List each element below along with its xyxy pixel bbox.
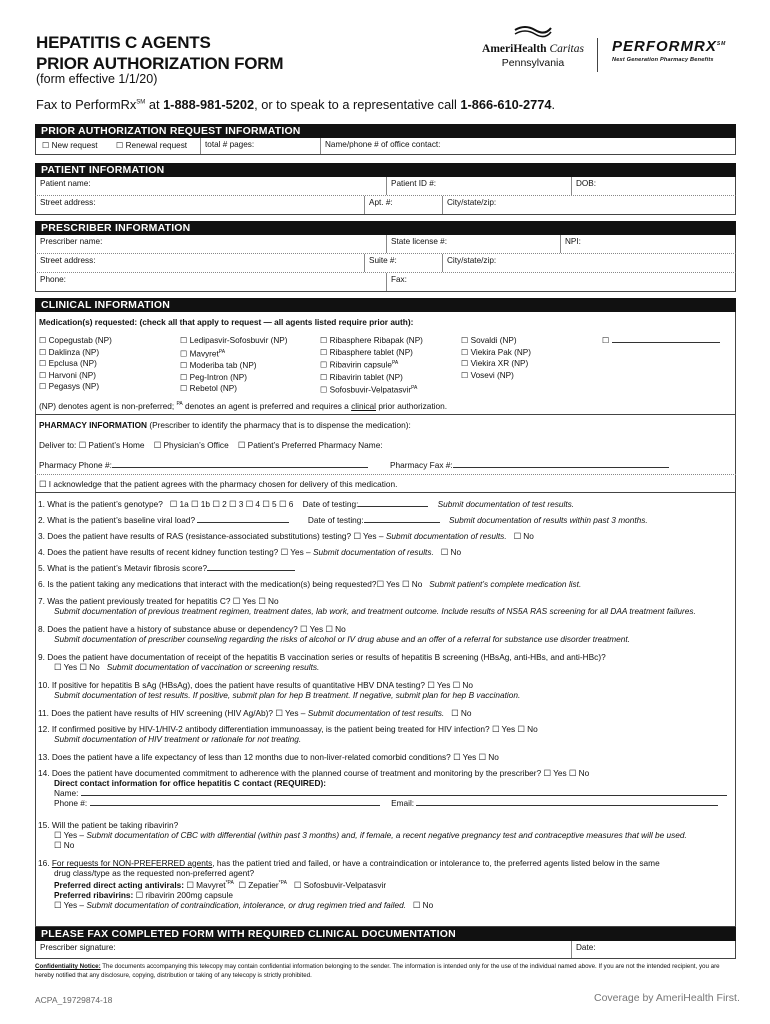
q11-yes[interactable]: 11. Does the patient have results of HIV screening (HIV Ag/Ab)? ☐ Yes –	[38, 708, 306, 718]
question-15: 15. Will the patient be taking ribavirin? ☐ Yes – Submit documentation of CBC with differential (within past 3 months) and, if female, a recent negative pregnancy test and contraceptive measures that will be used. ☐ No	[38, 820, 728, 850]
med-vosevi[interactable]: ☐ Vosevi (NP)	[461, 370, 514, 380]
q4-no[interactable]: ☐ No	[440, 547, 462, 557]
viral-load-field[interactable]	[197, 522, 289, 523]
divider-1	[35, 414, 736, 415]
divider-3	[35, 492, 736, 493]
question-1: 1. What is the patient’s genotype? ☐ 1a ☐ 1b ☐ 2 ☐ 3 ☐ 4 ☐ 5 ☐ 6 Date of testing: Submit documentation of test results.	[38, 499, 575, 509]
q14-name-field[interactable]: Name:	[38, 788, 728, 798]
prescriber-row-2	[35, 254, 736, 273]
logo-divider	[597, 38, 598, 72]
med-sovaldi[interactable]: ☐ Sovaldi (NP)	[461, 336, 517, 345]
med-ribavirin-capsule[interactable]: ☐ Ribavirin capsule$^{PA}$	[320, 360, 399, 370]
section-clinical: CLINICAL INFORMATION	[35, 298, 736, 312]
q16-ribavirin[interactable]: ☐ ribavirin 200mg capsule	[135, 889, 234, 900]
med-copegustab[interactable]: ☐ Copegustab (NP)	[39, 336, 112, 345]
prescriber-phone-field[interactable]: Phone:	[40, 275, 66, 284]
office-contact-field[interactable]: Name/phone # of office contact:	[320, 138, 444, 154]
new-request-checkbox[interactable]: ☐ New request	[42, 141, 98, 150]
meds-heading: Medication(s) requested: (check all that apply to request — all agents listed require prior auth):	[39, 317, 414, 327]
q10-options[interactable]: 10. If positive for hepatitis B sAg (HBsAg), does the patient have results of quantitative HBV DNA testing? ☐ Yes ☐ No	[38, 680, 474, 690]
coverage-tagline: Coverage by AmeriHealth First.	[594, 992, 740, 1004]
q14-options[interactable]: 14. Does the patient have documented commitment to adherence with the planned course of treatment and monitoring by the prescriber? ☐ Yes ☐ No	[38, 768, 590, 778]
med-epclusa[interactable]: ☐ Epclusa (NP)	[39, 359, 97, 369]
q14-email-field[interactable]: Email:	[391, 798, 718, 808]
section-pa-request: PRIOR AUTHORIZATION REQUEST INFORMATION	[35, 124, 736, 138]
title-line-1: HEPATITIS C AGENTS	[36, 33, 211, 52]
divider-2	[35, 474, 736, 475]
pharmacy-fax-field[interactable]: Pharmacy Fax #:	[390, 460, 669, 470]
form-title	[36, 32, 283, 74]
form-code: ACPA_19729874-18	[35, 995, 113, 1005]
question-8: 8. Does the patient have a history of substance abuse or dependency? ☐ Yes ☐ No Submit documentation of prescriber counseling regarding the risks of alcohol or IV drug abuse and an offer of a referral for substance use disorder treatment.	[38, 624, 728, 644]
med-ledipasvir-sofosbuvir[interactable]: ☐ Ledipasvir-Sofosbuvir (NP)	[180, 336, 288, 345]
prescriber-street-field[interactable]: Street address:	[40, 256, 96, 265]
pa-request-row	[35, 138, 736, 155]
deliver-to-label: Deliver to:	[39, 440, 77, 450]
patient-row-1	[35, 177, 736, 196]
question-6: 6. Is the patient taking any medications that interact with the medication(s) being requested?☐ Yes ☐ No Submit patient’s complete medication list.	[38, 579, 582, 589]
prescriber-row-3	[35, 273, 736, 292]
question-5: 5. What is the patient’s Metavir fibrosis score?	[38, 563, 728, 573]
performrx-logo	[612, 38, 740, 63]
q9-options[interactable]: ☐ Yes ☐ No	[54, 662, 100, 672]
prescriber-city-field[interactable]: City/state/zip:	[442, 254, 500, 272]
meds-col-4	[461, 335, 531, 381]
logo-name-b: Caritas	[549, 43, 584, 55]
prescriber-row-1	[35, 235, 736, 254]
q1-date-field[interactable]	[358, 506, 428, 507]
confidentiality-notice: Confidentiality Notice: The documents accompanying this telecopy may contain confidential information belonging to the sender. The information is intended only for the use of the individual named above. If you are not the intended recipient, you are hereby notified that any disclosure, copying, distribution or taking of any telecopy is strictly prohibited.	[35, 963, 720, 979]
q7-options[interactable]: 7. Was the patient previously treated for hepatitis C? ☐ Yes ☐ No	[38, 596, 279, 606]
fax-instructions: Fax to PerformRx℠ at 1-888-981-5202, or to speak to a representative call 1-866-610-2774.	[36, 97, 556, 112]
question-14: 14. Does the patient have documented commitment to adherence with the planned course of treatment and monitoring by the prescriber? ☐ Yes ☐ No Direct contact information for office hepatitis C contact (REQUIRED): Name: Phone #: Email:	[38, 768, 728, 808]
q16-mavyret[interactable]: ☐ Mavyret$^{*PA}$	[186, 879, 234, 890]
fax-number: 1-888-981-5202	[163, 97, 255, 112]
question-2: 2. What is the patient’s baseline viral load? Date of testing: Submit documentation of results within past 3 months.	[38, 515, 648, 525]
q11-no[interactable]: ☐ No	[451, 708, 472, 718]
deliver-patient-home-checkbox[interactable]: ☐ Patient’s Home	[78, 440, 145, 450]
patient-street-field[interactable]: Street address:	[40, 198, 96, 207]
q6-options[interactable]: 6. Is the patient taking any medications that interact with the medication(s) being requested?☐ Yes ☐ No	[38, 579, 423, 589]
suite-field[interactable]: Suite #:	[364, 254, 401, 272]
q15-no[interactable]: ☐ No	[54, 840, 75, 850]
med-rebetol[interactable]: ☐ Rebetol (NP)	[180, 384, 237, 394]
state-license-field[interactable]: State license #:	[386, 235, 451, 253]
q14-contact-row	[38, 798, 728, 808]
pharmacy-heading: PHARMACY INFORMATION (Prescriber to identify the pharmacy that is to dispense the medication):	[39, 420, 411, 430]
amerihealth-logo	[478, 24, 588, 69]
q16-yes[interactable]: ☐ Yes –	[54, 899, 85, 910]
meds-col-3	[320, 335, 423, 396]
med-other[interactable]: ☐	[602, 335, 720, 347]
section-patient: PATIENT INFORMATION	[35, 163, 736, 177]
patient-apt-field[interactable]: Apt. #:	[364, 196, 397, 214]
signature-date-field[interactable]: Date:	[571, 941, 600, 958]
prescriber-fax-field[interactable]: Fax:	[386, 273, 411, 291]
performrx-tagline: Next Generation Pharmacy Benefits	[612, 57, 714, 63]
logo-name-a: AmeriHealth	[482, 43, 547, 55]
section-prescriber: PRESCRIBER INFORMATION	[35, 221, 736, 235]
pharmacy-phone-field[interactable]: Pharmacy Phone #:	[39, 460, 368, 470]
deliver-to-row	[39, 440, 383, 450]
q2-date-field[interactable]	[364, 522, 440, 523]
q8-options[interactable]: 8. Does the patient have a history of substance abuse or dependency? ☐ Yes ☐ No	[38, 624, 346, 634]
genotype-options[interactable]: ☐ 1a ☐ 1b ☐ 2 ☐ 3 ☐ 4 ☐ 5 ☐ 6	[169, 499, 294, 509]
med-pegasys[interactable]: ☐ Pegasys (NP)	[39, 382, 100, 392]
med-moderiba[interactable]: ☐ Moderiba tab (NP)	[180, 360, 257, 370]
acknowledge-checkbox[interactable]: ☐ I acknowledge that the patient agrees with the pharmacy chosen for delivery of this medication.	[39, 479, 398, 489]
logo-state: Pennsylvania	[501, 57, 565, 69]
question-13[interactable]: 13. Does the patient have a life expectancy of less than 12 months due to non-liver-related comorbid conditions? ☐ Yes ☐ No	[38, 752, 499, 762]
med-ribasphere-tablet[interactable]: ☐ Ribasphere tablet (NP)	[320, 347, 413, 357]
signature-row	[35, 941, 736, 959]
patient-row-2	[35, 196, 736, 215]
patient-city-field[interactable]: City/state/zip:	[442, 196, 500, 214]
med-daklinza[interactable]: ☐ Daklinza (NP)	[39, 347, 100, 357]
med-peg-intron[interactable]: ☐ Peg-Intron (NP)	[180, 372, 247, 382]
question-9: 9. Does the patient have documentation of receipt of the hepatitis B vaccination series or results of hepatitis B screening (HBsAg, anti-HBs, and anti-HBc)? ☐ Yes ☐ No Submit documentation of vaccination or screening results.	[38, 652, 606, 672]
performrx-sm: SM	[716, 41, 727, 47]
meds-col-2	[180, 335, 287, 395]
q4-yes[interactable]: 4. Does the patient have results of recent kidney function testing? ☐ Yes –	[38, 547, 311, 557]
q3-yes[interactable]: 3. Does the patient have results of RAS (resistance-associated substitutions) testing? ☐ Yes –	[38, 531, 384, 541]
med-sofosbuvir-velpatasvir[interactable]: ☐ Sofosbuvir-Velpatasvir$^{PA}$	[320, 385, 418, 395]
question-12: 12. If confirmed positive by HIV-1/HIV-2 antibody differentiation immunoassay, is the patient being treated for HIV infection? ☐ Yes ☐ No Submit documentation of HIV treatment or rationale for not treating.	[38, 724, 728, 744]
q16-zepatier[interactable]: ☐ Zepatier$^{*PA}$	[238, 879, 287, 890]
metavir-field[interactable]	[207, 570, 295, 571]
med-harvoni[interactable]: ☐ Harvoni (NP)	[39, 370, 96, 380]
med-ribavirin-tablet[interactable]: ☐ Ribavirin tablet (NP)	[320, 372, 403, 382]
deliver-pharmacy-checkbox[interactable]: ☐ Patient’s Preferred Pharmacy Name:	[237, 440, 383, 450]
med-viekira-xr[interactable]: ☐ Viekira XR (NP)	[461, 359, 529, 369]
question-16: 16. For requests for NON-PREFERRED agents, has the patient tried and failed, or have a contraindication or intolerance to, the preferred agents listed below in the same drug class/type as the requested non-preferred agent? Preferred direct acting antivirals: ☐ Mavyret$^{*PA}$ ☐ Zepatier$^{*PA}$ ☐ Sofosbuvir-Velpatasvir Preferred ribavirins: ☐ ribavirin 200mg capsule ☐ Yes – Submit documentation of contraindication, intolerance, or drug regimen tried and failed. ☐ No	[38, 858, 660, 910]
phone-number: 1-866-610-2774	[460, 97, 552, 112]
np-note: (NP) denotes agent is non-preferred; $^{PA}$ denotes an agent is preferred and requires a clinical prior authorization.	[39, 401, 448, 411]
prescriber-name-field[interactable]: Prescriber name:	[40, 237, 103, 246]
section-fax: PLEASE FAX COMPLETED FORM WITH REQUIRED CLINICAL DOCUMENTATION	[35, 927, 736, 941]
med-viekira-pak[interactable]: ☐ Viekira Pak (NP)	[461, 347, 531, 357]
med-mavyret[interactable]: ☐ Mavyret$^{PA}$	[180, 348, 226, 359]
wave-icon	[513, 24, 553, 38]
q16-no[interactable]: ☐ No	[412, 899, 434, 910]
question-7: 7. Was the patient previously treated for hepatitis C? ☐ Yes ☐ No Submit documentation of previous treatment regimen, treatment dates, lab work, and treatment outcome. Include results of NS5A RAS screening for all DAA treatment failures.	[38, 596, 728, 616]
renewal-request-checkbox[interactable]: ☐ Renewal request	[116, 141, 188, 150]
q14-phone-field[interactable]: Phone #:	[54, 798, 380, 808]
question-4: 4. Does the patient have results of recent kidney function testing? ☐ Yes – Submit documentation of results. ☐ No	[38, 547, 462, 557]
question-10: 10. If positive for hepatitis B sAg (HBsAg), does the patient have results of quantitative HBV DNA testing? ☐ Yes ☐ No Submit documentation of test results. If positive, submit plan for hep B treatment. If negative, submit plan for hep B vaccination.	[38, 680, 728, 700]
q3-no[interactable]: ☐ No	[513, 531, 534, 541]
meds-col-1	[39, 335, 112, 393]
performrx-name: PERFORMRX	[612, 38, 717, 55]
q12-options[interactable]: 12. If confirmed positive by HIV-1/HIV-2 antibody differentiation immunoassay, is the patient being treated for HIV infection? ☐ Yes ☐ No	[38, 724, 538, 734]
q15-yes[interactable]: ☐ Yes –	[54, 830, 85, 840]
total-pages-field[interactable]: total # pages:	[200, 138, 258, 154]
prescriber-signature-field[interactable]: Prescriber signature:	[40, 943, 116, 952]
patient-id-field[interactable]: Patient ID #:	[386, 177, 440, 195]
question-11: 11. Does the patient have results of HIV screening (HIV Ag/Ab)? ☐ Yes – Submit documentation of test results. ☐ No	[38, 708, 472, 718]
patient-name-field[interactable]: Patient name:	[40, 179, 91, 188]
title-line-2: PRIOR AUTHORIZATION FORM	[36, 54, 284, 73]
effective-date: (form effective 1/1/20)	[36, 72, 158, 86]
deliver-physician-office-checkbox[interactable]: ☐ Physician’s Office	[153, 440, 229, 450]
q16-sofosbuvir[interactable]: ☐ Sofosbuvir-Velpatasvir	[293, 879, 387, 890]
question-3: 3. Does the patient have results of RAS (resistance-associated substitutions) testing? ☐ Yes – Submit documentation of results. ☐ No	[38, 531, 534, 541]
npi-field[interactable]: NPI:	[560, 235, 585, 253]
med-ribasphere-ribapak[interactable]: ☐ Ribasphere Ribapak (NP)	[320, 336, 423, 345]
patient-dob-field[interactable]: DOB:	[571, 177, 600, 195]
